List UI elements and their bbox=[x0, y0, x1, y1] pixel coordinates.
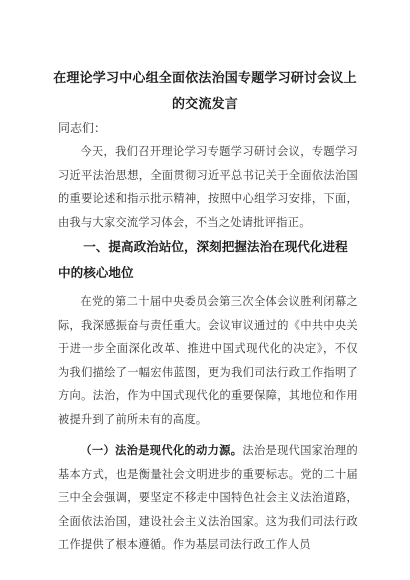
subsection-1-body: 法治是现代国家治理的基本方式，也是衡量社会文明进步的重要标志。党的二十届三中全会强调，要坚定不移走中国特色社会主义法治道路，全面依法治国，建设社会主义法治国家。这为我们司法行政工作提供了根本遵循。作为基层司法行政工作人员 bbox=[58, 444, 358, 552]
document-title: 在理论学习中心组全面依法治国专题学习研讨会议上的交流发言 bbox=[53, 71, 357, 112]
section-heading-1: 一、提高政治站位，深刻把握法治在现代化进程中的核心地位 bbox=[58, 239, 348, 280]
salutation: 同志们： bbox=[58, 121, 107, 135]
subsection-heading-1: （一）法治是现代化的动力源。 bbox=[80, 444, 243, 457]
section-1-paragraph: 在党的第二十届中央委员会第三次全体会议胜利闭幕之际，我深感振奋与责任重大。会议审议通过的《中共中央关于进一步全面深化改革、推进中国式现代化的决定》，不仅为我们描绘了一幅宏伟蓝图，更为我们司法行政工作指明了方向。法治，作为中国式现代化的重要保障，其地位和作用被提升到了前所未有的高度。 bbox=[58, 295, 358, 426]
subsection-1-paragraph bbox=[58, 439, 358, 579]
intro-paragraph: 今天，我们召开理论学习专题学习研讨会议，专题学习习近平法治思想，全面贯彻习近平总书记关于全面依法治国的重要论述和指示批示精神，按照中心组学习安排，下面，由我与大家交流学习体会，不当之处请批评指正。 bbox=[58, 145, 358, 229]
